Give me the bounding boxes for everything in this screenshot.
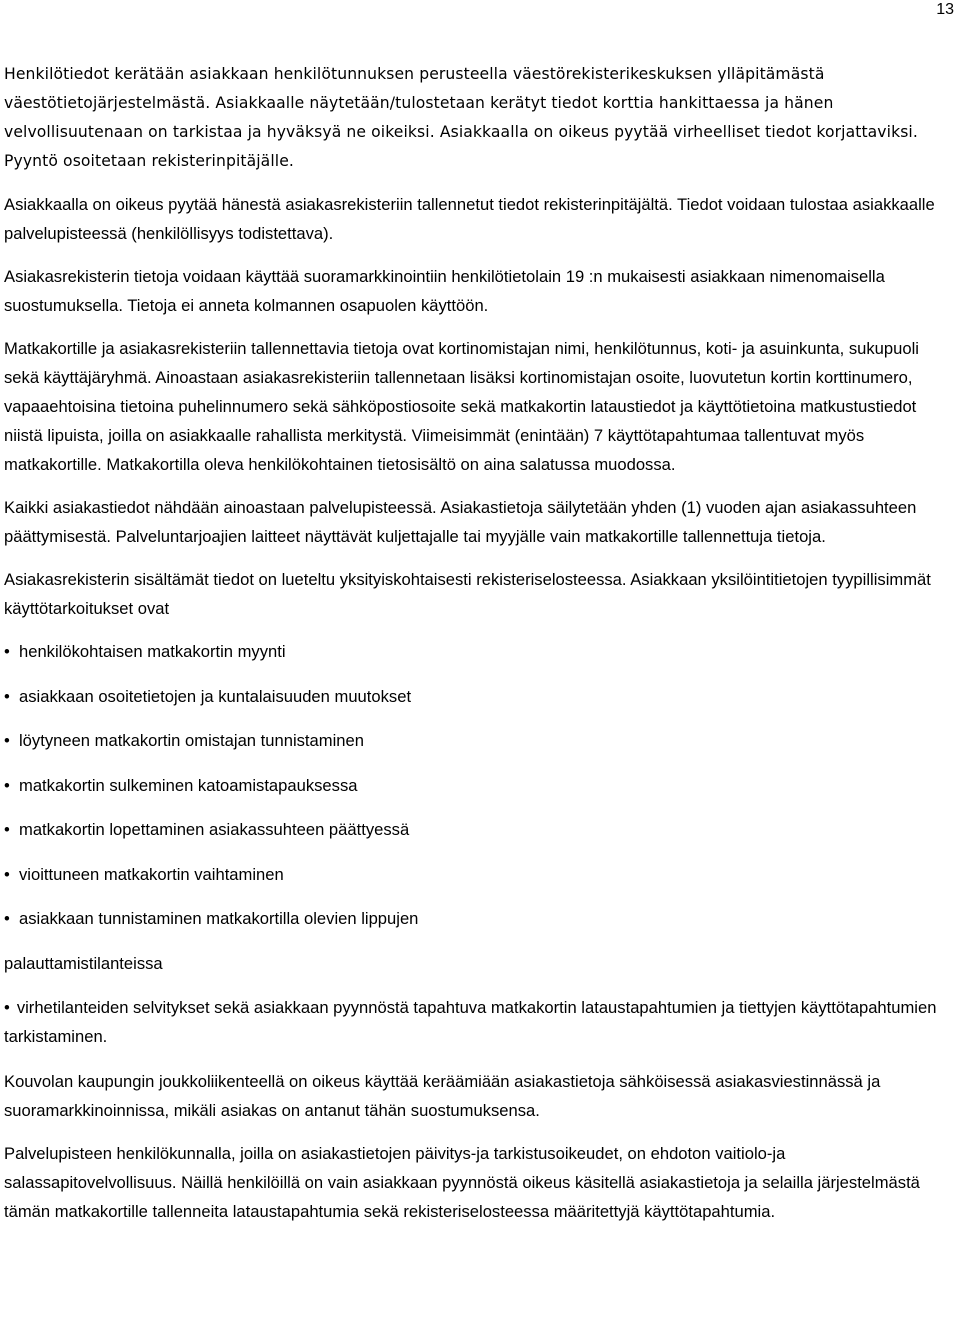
bullet-icon: • [4,731,10,750]
list-item-continuation: palauttamistilanteissa [4,953,163,973]
page-number: 13 [936,1,954,18]
list-item [4,726,952,755]
document-body [4,60,952,1240]
bullet-icon: • [4,775,10,795]
paragraph-electronic-communication: Kouvolan kaupungin joukkoliikenteellä on oikeus käyttää keräämiään asiakastietoja sähköisessä asiakasviestinnässä ja suoramarkkinoinnissa, mikäli asiakas on antanut tähän suostumuksensa. [4,1071,881,1120]
bullet-icon: • [4,909,10,928]
list-item-text: matkakortin lopettaminen asiakassuhteen päättyessä [19,820,410,839]
paragraph-usage-purposes: Asiakasrekisterin sisältämät tiedot on lueteltu yksityiskohtaisesti rekisteriselosteessa. Asiakkaan yksilöintitietojen tyypillisimmät käyttötarkoitukset ovat [4,570,931,618]
paragraph-stored-data: Matkakortille ja asiakasrekisteriin tallennettavia tietoja ovat kortinomistajan nimi, henkilötunnus, koti- ja asuinkunta, sukupuoli sekä käyttäjäryhmä. Ainoastaan asiakasrekisteriin tallennetaan lisäksi kortinomistajan osoite, luovutetun kortin korttinumero, vapaaehtoisina tietoina puhelinnumero sekä sähköpostiosoite sekä matkakortin lataustiedot ja käyttötietoina matkustustiedot niistä lipuista, joilla on asiakkaalle rahallista merkitystä. Viimeisimmät (enintään) 7 käyttötapahtumaa tallentuvat myös matkakortille. Matkakortilla oleva henkilökohtainen tietosisältö on aina salatussa muodossa. [4,339,919,474]
bullet-icon: • [4,686,10,706]
bullet-icon: • [4,998,10,1017]
list-item [4,904,952,933]
list-item-text: asiakkaan osoitetietojen ja kuntalaisuuden muutokset [19,686,412,706]
list-item [4,815,952,844]
list-item-text: löytyneen matkakortin omistajan tunnistaminen [19,731,364,750]
paragraph-data-retention: Kaikki asiakastiedot nähdään ainoastaan palvelupisteessä. Asiakastietoja säilytetään yhden (1) vuoden ajan asiakassuhteen päättymisestä. Palveluntarjoajien laitteet näyttävät kuljettajalle tai myyjälle vain matkakortille tallennettuja tietoja. [4,498,917,546]
list-item-text: virhetilanteiden selvitykset sekä asiakkaan pyynnöstä tapahtuva matkakortin lataustapahtumien ja tiettyjen käyttötapahtumien tarkistaminen. [4,998,937,1046]
list-item-text: asiakkaan tunnistaminen matkakortilla olevien lippujen [19,909,419,928]
bullet-icon: • [4,642,10,661]
list-item [4,993,952,1051]
list-item [4,682,952,711]
list-item [4,860,952,889]
bullet-icon: • [4,864,10,884]
list-item [4,637,952,666]
paragraph-personal-data-collection: Henkilötiedot kerätään asiakkaan henkilötunnuksen perusteella väestörekisterikeskuksen ylläpitämästä väestötietojärjestelmästä. Asiakkaalle näytetään/tulostetaan kerätyt tiedot korttia hankittaessa ja hänen velvollisuutenaan on tarkistaa ja hyväksyä ne oikeiksi. Asiakkaalla on oikeus pyytää virheelliset tiedot korjattaviksi. Pyyntö osoitetaan rekisterinpitäjälle. [4,65,918,170]
list-item [4,771,952,800]
paragraph-data-request: Asiakkaalla on oikeus pyytää hänestä asiakasrekisteriin tallennetut tiedot rekisterinpitäjältä. Tiedot voidaan tulostaa asiakkaalle palvelupisteessä (henkilöllisyys todistettava). [4,195,935,243]
paragraph-direct-marketing: Asiakasrekisterin tietoja voidaan käyttää suoramarkkinointiin henkilötietolain 19 :n mukaisesti asiakkaan nimenomaisella suostumuksella. Tietoja ei anneta kolmannen osapuolen käyttöön. [4,267,885,315]
list-item-text: matkakortin sulkeminen katoamistapauksessa [19,775,358,795]
list-item-text: vioittuneen matkakortin vaihtaminen [19,864,284,884]
usage-purposes-list [4,637,952,1051]
list-item-text: henkilökohtaisen matkakortin myynti [19,642,286,661]
bullet-icon: • [4,820,10,839]
paragraph-confidentiality: Palvelupisteen henkilökunnalla, joilla on asiakastietojen päivitys-ja tarkistusoikeudet, on ehdoton vaitiolo-ja salassapitovelvollisuus. Näillä henkilöillä on vain asiakkaan pyynnöstä oikeus käsitellä asiakastietoja ja selailla järjestelmästä tämän matkakortille tallenneita lataustapahtumia sekä rekisteriselosteessa määritettyjä käyttötapahtumia. [4,1143,920,1221]
